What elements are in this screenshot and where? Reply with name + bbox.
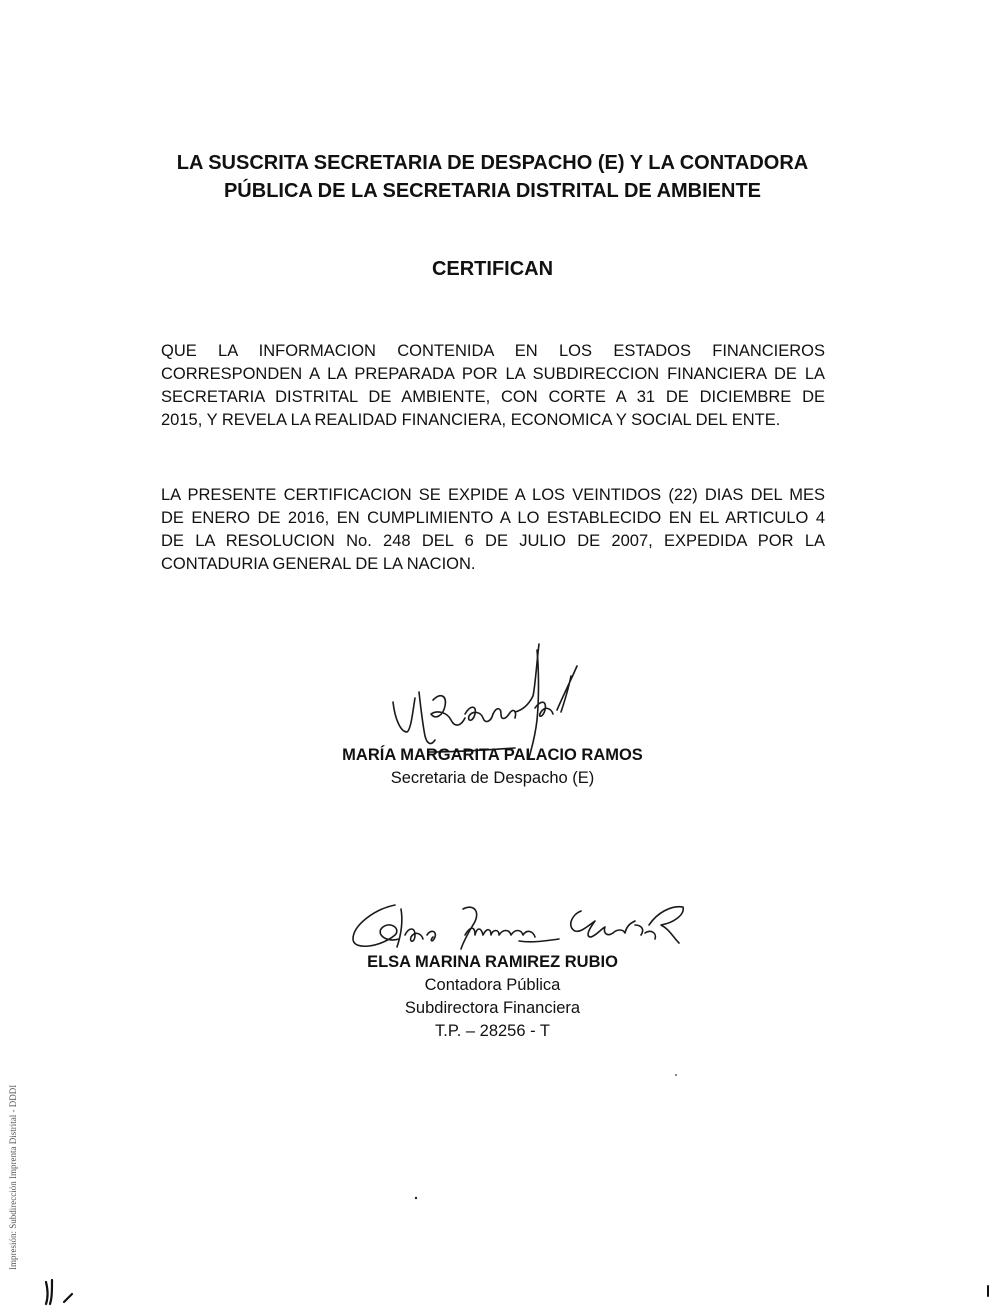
- paragraph-certification: [161, 340, 825, 432]
- signatory-role: Secretaria de Despacho (E): [390, 769, 595, 787]
- signatory-role: Subdirectora Financiera: [404, 999, 581, 1017]
- paragraph-line: QUE LA INFORMACION CONTENIDA EN LOS ESTADOS FINANCIEROS: [161, 342, 825, 360]
- paragraph-issuance: [161, 484, 825, 576]
- paragraph-line: DE LA RESOLUCION No. 248 DEL 6 DE JULIO DE 2007, EXPEDIDA POR LA: [161, 532, 825, 550]
- paragraph-line: CORRESPONDEN A LA PREPARADA POR LA SUBDIRECCION FINANCIERA DE LA: [161, 365, 825, 383]
- paragraph-line: SECRETARIA DISTRITAL DE AMBIENTE, CON CORTE A 31 DE DICIEMBRE DE: [161, 388, 825, 406]
- scan-edge-mark: [984, 1284, 992, 1300]
- signatory-role: Contadora Pública: [424, 976, 561, 994]
- signatory-name: MARÍA MARGARITA PALACIO RAMOS: [342, 746, 643, 764]
- document-title: [0, 149, 985, 205]
- title-line: LA SUSCRITA SECRETARIA DE DESPACHO (E) Y LA CONTADORA: [176, 152, 809, 174]
- handwritten-initial-mark: [40, 1278, 80, 1308]
- scan-speck: [674, 1073, 678, 1077]
- paragraph-line: DE ENERO DE 2016, EN CUMPLIMIENTO A LO ESTABLECIDO EN EL ARTICULO 4: [161, 509, 825, 527]
- signatory-name: ELSA MARINA RAMIREZ RUBIO: [367, 953, 618, 971]
- title-line: PÚBLICA DE LA SECRETARIA DISTRITAL DE AMBIENTE: [223, 180, 762, 202]
- scan-speck: [414, 1196, 418, 1200]
- paragraph-line: LA PRESENTE CERTIFICACION SE EXPIDE A LOS VEINTIDOS (22) DIAS DEL MES: [161, 486, 825, 504]
- signatory-ramirez: [0, 951, 985, 1043]
- paragraph-line: 2015, Y REVELA LA REALIDAD FINANCIERA, ECONOMICA Y SOCIAL DEL ENTE.: [161, 411, 781, 429]
- paragraph-line: CONTADURIA GENERAL DE LA NACION.: [161, 555, 476, 573]
- print-stamp: Impresión: Subdirección Imprenta Distrital - DDDI: [8, 1084, 18, 1270]
- signatory-role: T.P. – 28256 - T: [435, 1022, 550, 1040]
- signatory-palacio: [0, 744, 985, 790]
- certifican-heading: CERTIFICAN: [431, 258, 554, 280]
